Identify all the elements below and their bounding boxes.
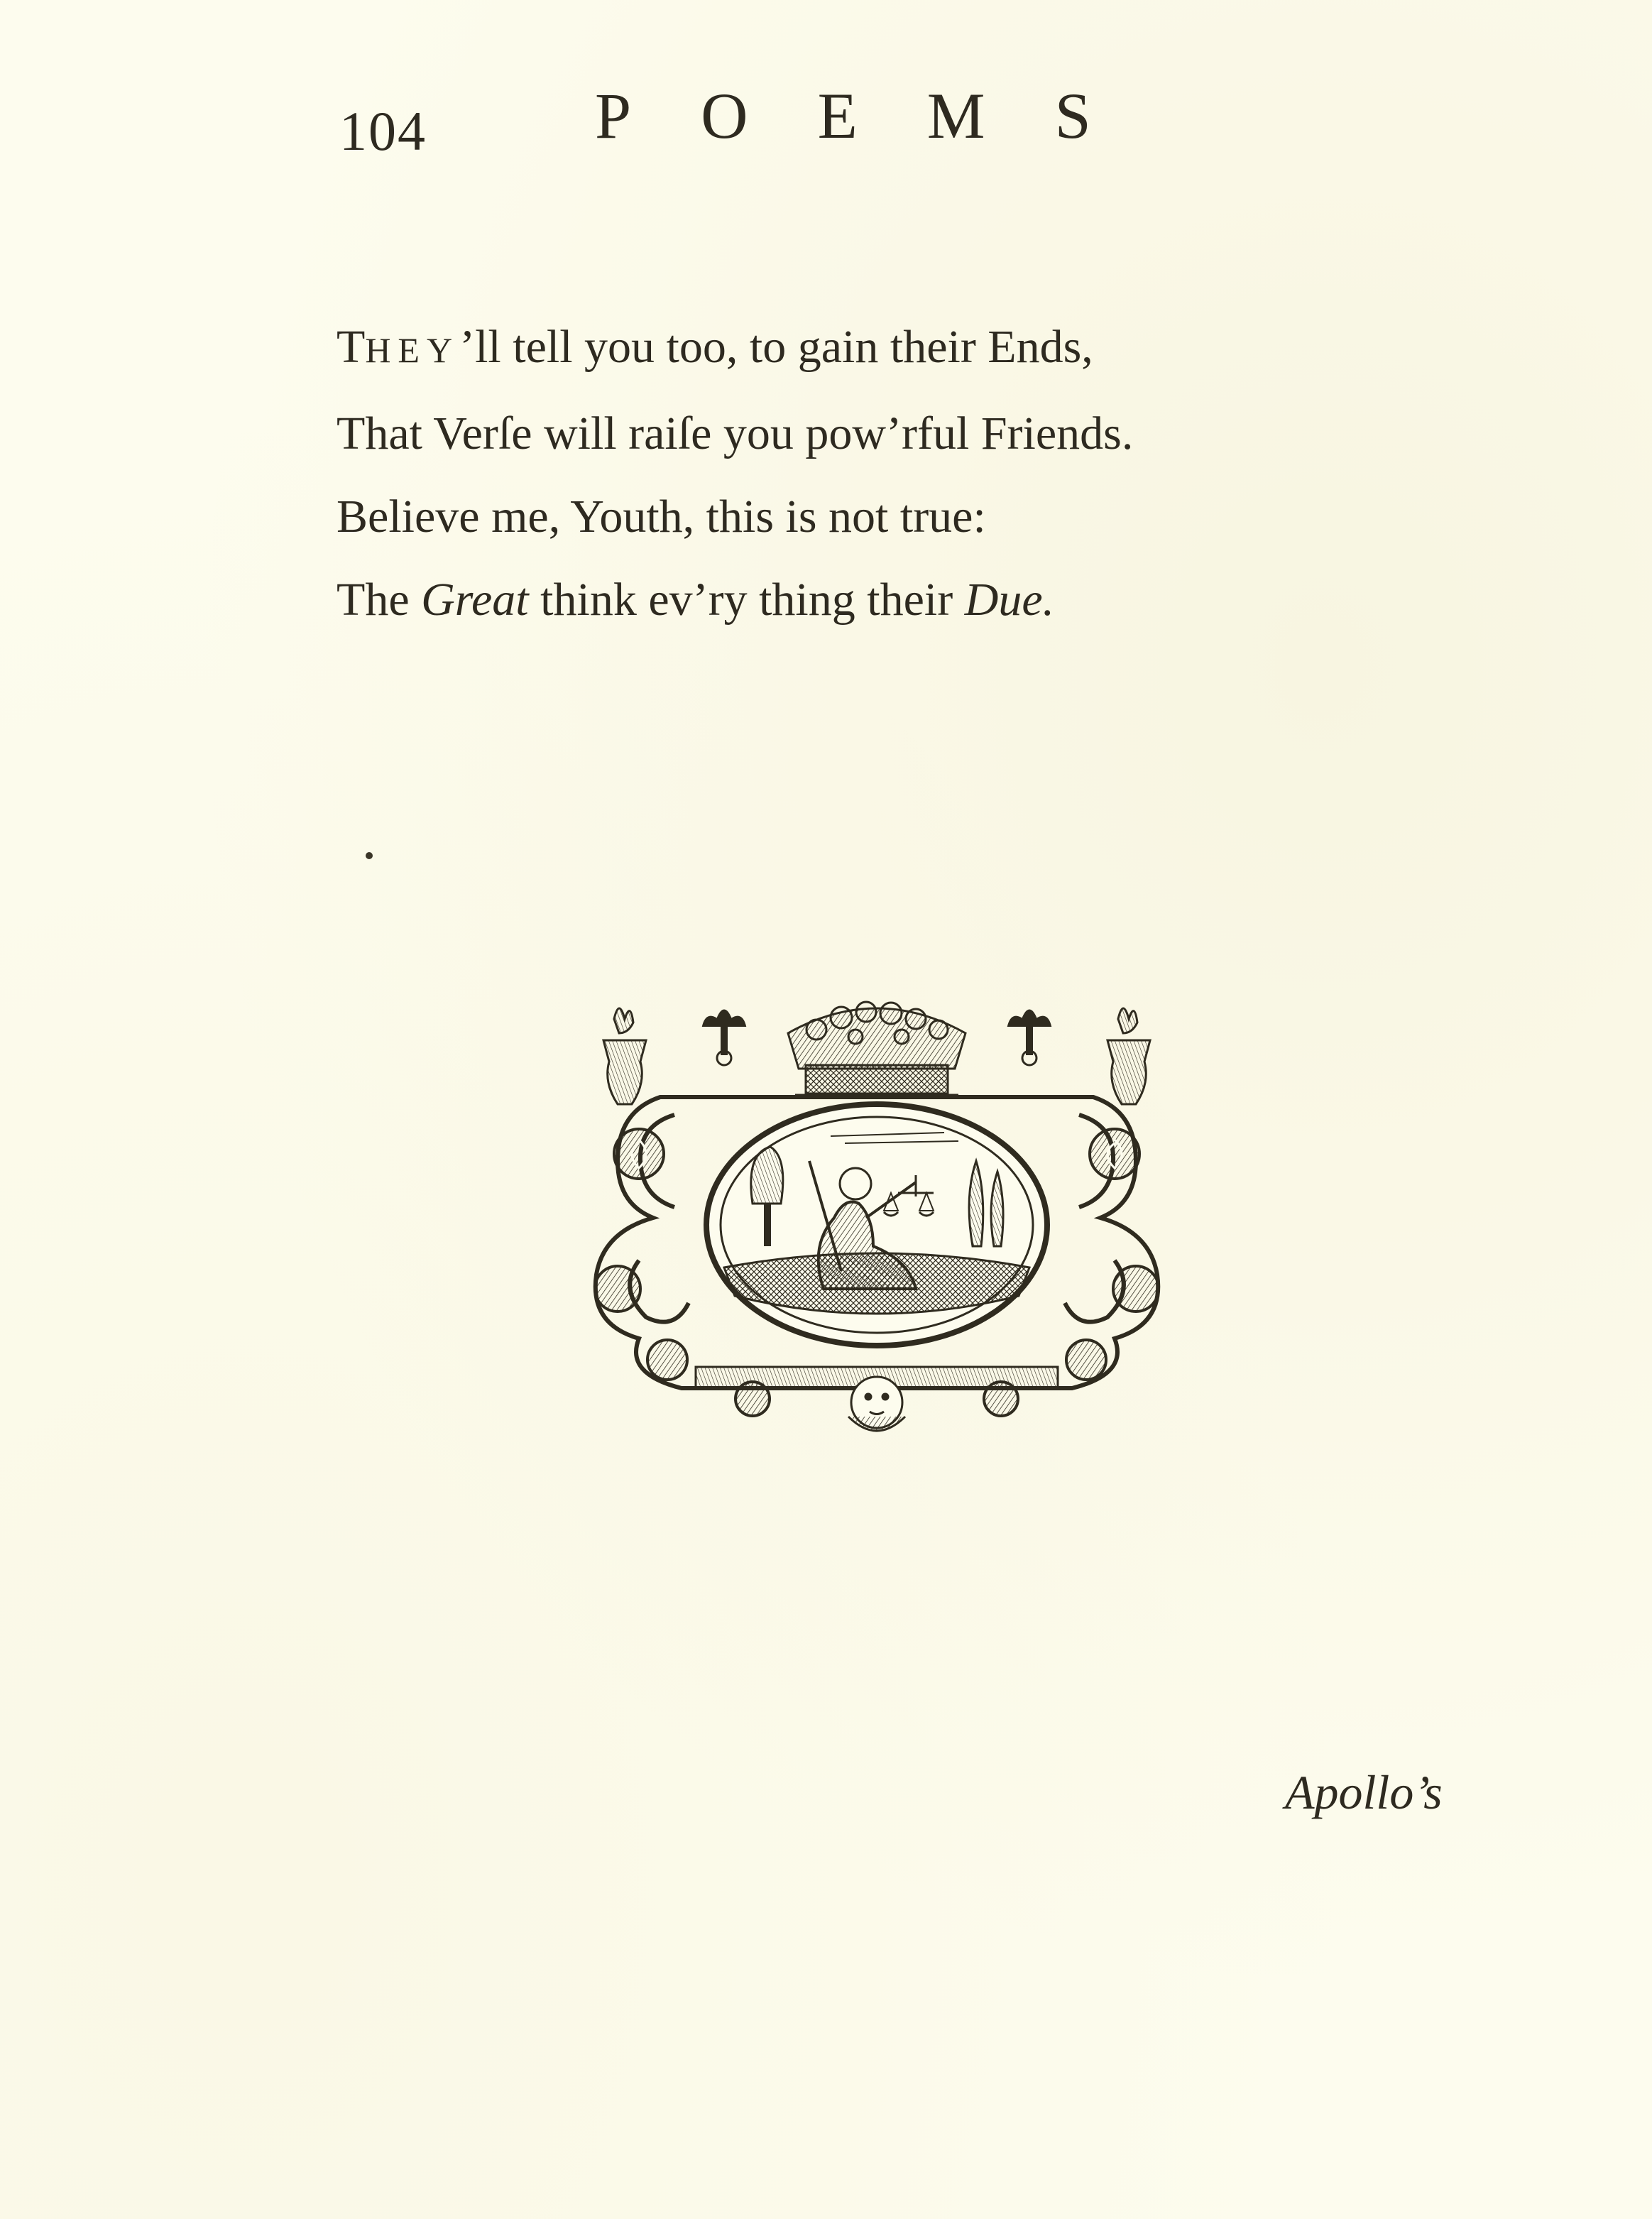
- page-number: 104: [339, 100, 427, 162]
- verse-line-4-pre: The: [337, 574, 422, 626]
- verse-line-4-mid: think ev’ry thing their: [528, 574, 965, 626]
- stray-ink-dot: [366, 852, 373, 859]
- justice-scene: [706, 1104, 1047, 1346]
- drop-initial: T: [337, 321, 366, 373]
- italic-great: Great: [421, 574, 529, 626]
- verse-line-4: [337, 558, 1330, 641]
- italic-due: Due.: [964, 574, 1055, 626]
- running-title: POEMS: [595, 80, 1161, 152]
- running-head: [339, 78, 1262, 162]
- engraved-vignette-justice-icon: [575, 991, 1178, 1445]
- verse-stanza: [337, 305, 1330, 641]
- catchword-text: Apollo’s: [1285, 1765, 1443, 1819]
- smallcaps-lead: HEY: [365, 330, 460, 370]
- verse-line-1-rest: ’ll tell you too, to gain their Ends,: [459, 321, 1093, 373]
- right-urn: [1107, 1008, 1150, 1104]
- catchword: [1285, 1765, 1443, 1821]
- right-fleur: [1008, 1010, 1051, 1066]
- left-fleur: [703, 1010, 745, 1066]
- left-urn: [603, 1008, 646, 1104]
- flower-basket: [788, 1002, 966, 1096]
- verse-line-1: [337, 305, 1330, 392]
- verse-line-3: Believe me, Youth, this is not true:: [337, 491, 986, 543]
- verse-line-2: That Verſe will raiſe you pow’rful Friends.: [337, 408, 1134, 459]
